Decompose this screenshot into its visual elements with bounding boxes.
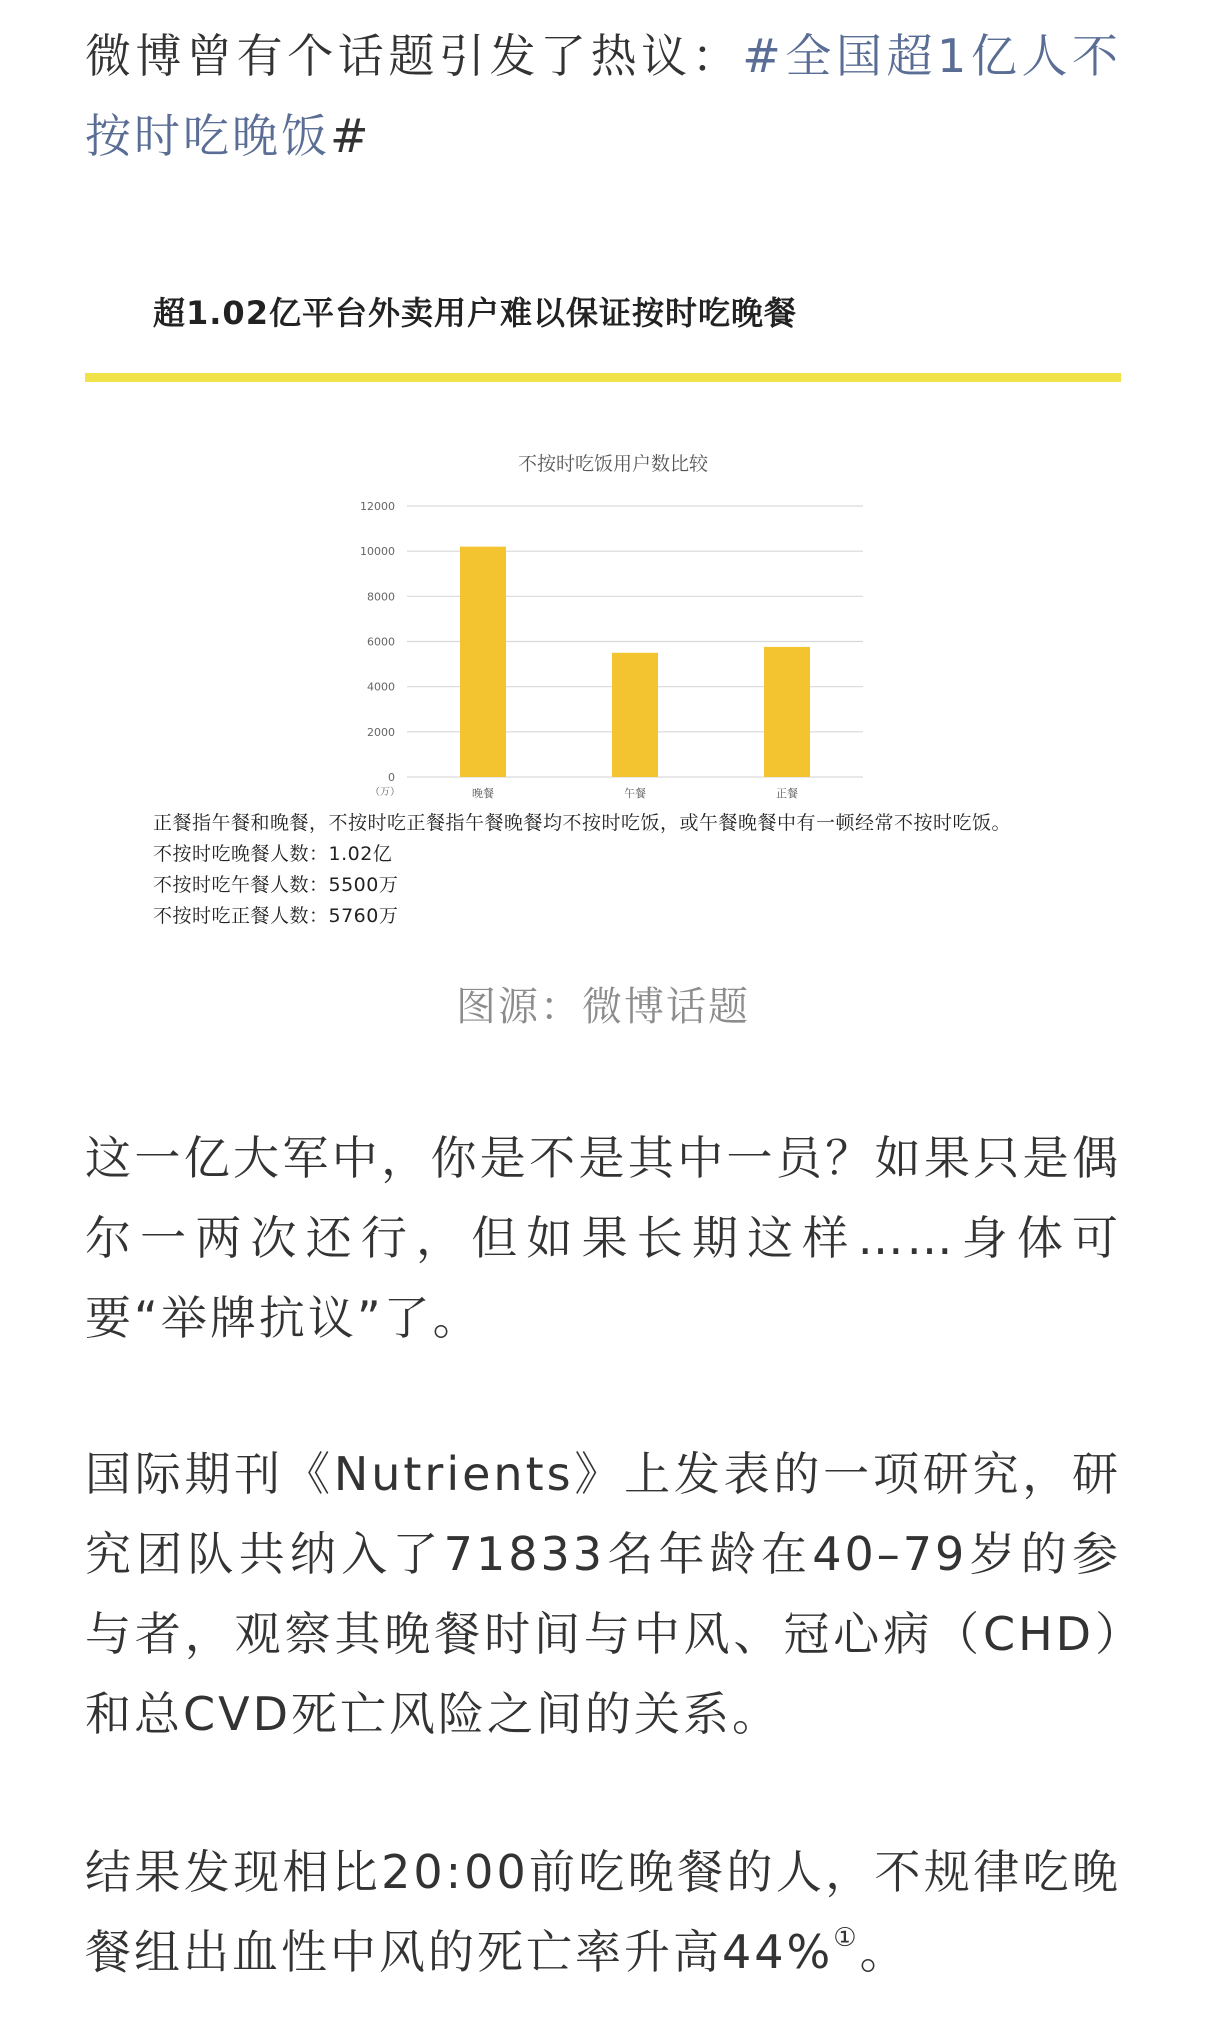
- intro-paragraph: [85, 16, 1121, 176]
- figure-note: 不按时吃午餐人数：5500万: [153, 874, 399, 896]
- paragraph-1: 这一亿大军中，你是不是其中一员？如果只是偶尔一两次还行，但如果长期这样……身体可要“举牌抗议”了。: [85, 1131, 1121, 1345]
- figure-note: 不按时吃晚餐人数：1.02亿: [153, 843, 393, 865]
- paragraph-3-end: 。: [859, 1925, 909, 1979]
- x-category-label: 晚餐: [472, 787, 494, 800]
- paragraph-3-text: 结果发现相比20:00前吃晚餐的人，不规律吃晚餐组出血性中风的死亡率升高44%: [85, 1845, 1121, 1979]
- y-tick-label: 2000: [367, 725, 395, 739]
- hashtag-end: #: [330, 109, 372, 163]
- y-tick-label: 10000: [360, 545, 395, 559]
- y-tick-label: 8000: [367, 590, 395, 604]
- reference-marker[interactable]: ①: [833, 1923, 860, 1953]
- embedded-figure: [85, 250, 1121, 940]
- figure-divider: [85, 373, 1121, 382]
- paragraph-2: 国际期刊《Nutrients》上发表的一项研究，研究团队共纳入了71833名年龄在40–79岁的参与者，观察其晚餐时间与中风、冠心病（CHD）和总CVD死亡风险之间的关系。: [85, 1447, 1121, 1741]
- figure-notes: [153, 808, 1011, 932]
- hashtag-link[interactable]: #全国超1亿人不按时吃晚饭: [85, 29, 1122, 163]
- x-category-label: 午餐: [624, 787, 646, 800]
- y-tick-label: 0: [388, 771, 395, 784]
- paragraph-3: [85, 1832, 1121, 1992]
- bar: [764, 647, 810, 777]
- image-caption: 图源：微博话题: [456, 984, 750, 1030]
- figure-note: 不按时吃正餐人数：5760万: [153, 905, 399, 927]
- y-tick-label: 6000: [367, 635, 395, 649]
- bar: [612, 653, 658, 777]
- bar: [460, 547, 506, 777]
- y-unit-label: （万）: [370, 787, 400, 798]
- figure-title: 超1.02亿平台外卖用户难以保证按时吃晚餐: [153, 294, 797, 332]
- x-category-label: 正餐: [776, 787, 798, 800]
- chart-title: 不按时吃饭用户数比较: [517, 453, 709, 475]
- y-tick-label: 4000: [367, 680, 395, 694]
- y-tick-label: 12000: [360, 500, 395, 513]
- intro-text: 微博曾有个话题引发了热议：: [85, 29, 743, 83]
- bar-chart: [85, 440, 1121, 800]
- figure-note: 正餐指午餐和晚餐，不按时吃正餐指午餐晚餐均不按时吃饭，或午餐晚餐中有一顿经常不按时吃饭。: [153, 812, 1012, 834]
